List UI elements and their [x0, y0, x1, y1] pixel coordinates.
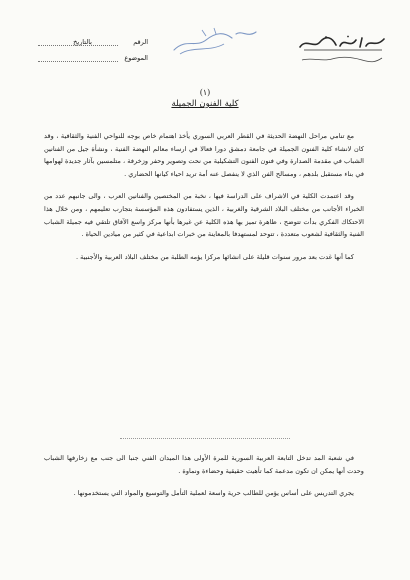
paragraph: مع تنامي مراحل النهضة الحديثة في القطر العربي السوري يأخذ اهتمام خاص بوجه للنواحي الفنية والثقافية ، وقد كان لانشاء كلية الفنون الجميلة في جامعة دمشق دورا فعالا في ارساء معالم النهضة الفنية ، ونشأة جيل من الفنانين الشباب في مقدمة الصدارة وفي فنون الفنون التشكيلية من نحت وتصوير وحفر وزخرفة ، متلمسين بآثار جديدة لهوامها في بناء مستقبل بلدهم ، ومسالح الفن الذي لا ينفصل عنه أمة تريد احياء كيانها الحضاري . — [44, 132, 364, 178]
ref-subject-row — [38, 54, 148, 64]
logo-calligraphy — [296, 34, 388, 52]
body-section-lower — [44, 452, 364, 510]
number-label: الرقم — [133, 38, 148, 46]
page-number: (١) — [199, 88, 211, 97]
section-divider — [120, 438, 290, 439]
ref-number-row — [38, 38, 148, 48]
date-label: بالتاريخ — [73, 38, 92, 46]
paragraph: كما أنها غدت بعد مرور سنوات قليلة على انشائها مركزا يؤمه الطلبة من مختلف البلاد العربية والأجنبية . — [75, 252, 354, 261]
body-section-main — [44, 130, 364, 273]
paragraph: وقد اعتمدت الكلية في الاشراف على الدراسة فيها ، نخبة من المختصين والفنانين العرب ، والى جانبهم عدد من الخبراء الأجانب من مختلف البلاد الشرقية والغربية ، الذين يستفادون هذه المؤسسة بتجارب تعليمهم ، ومن خلال هذا الاحتكاك الفكري بدأت تتوضح ، ظاهرة تميز بها هذه الكلية عن غيرها بأنها مركز واسع الآفاق تلتقي فيه جميلة الشباب الفنية والثقافية لشعوب متعددة ، تتوحد لمستهدفا بالمعاينة من خبرات ابداعية في كثير من ميادين الحياة . — [44, 192, 364, 239]
document-heading — [0, 88, 410, 109]
paragraph: في شعبة المد تدخل التابعة العربية السورية للمرة الأولى هذا الميدان الفني جنبا الى جنب مع زخارفها الشباب وحدت أنها يمكن ان تكون مدعمة كما تأهيت حقيقية وحضاءة ونماوة . — [44, 454, 364, 475]
university-logo — [296, 34, 388, 64]
paragraph: يجري التدريس على أساس يؤمن للطالب حرية واسعة لعملية التأمل والتوسيع والمواد التي يستخدمونها . — [73, 489, 354, 498]
ref-dotted-line — [38, 45, 118, 46]
subject-dotted-line — [38, 61, 118, 62]
subject-label: الموضوع — [124, 54, 148, 62]
heading-title: كلية الفنون الجميلة — [171, 99, 239, 109]
blue-handwritten-stamp — [166, 24, 262, 58]
logo-subtitle — [300, 55, 384, 63]
